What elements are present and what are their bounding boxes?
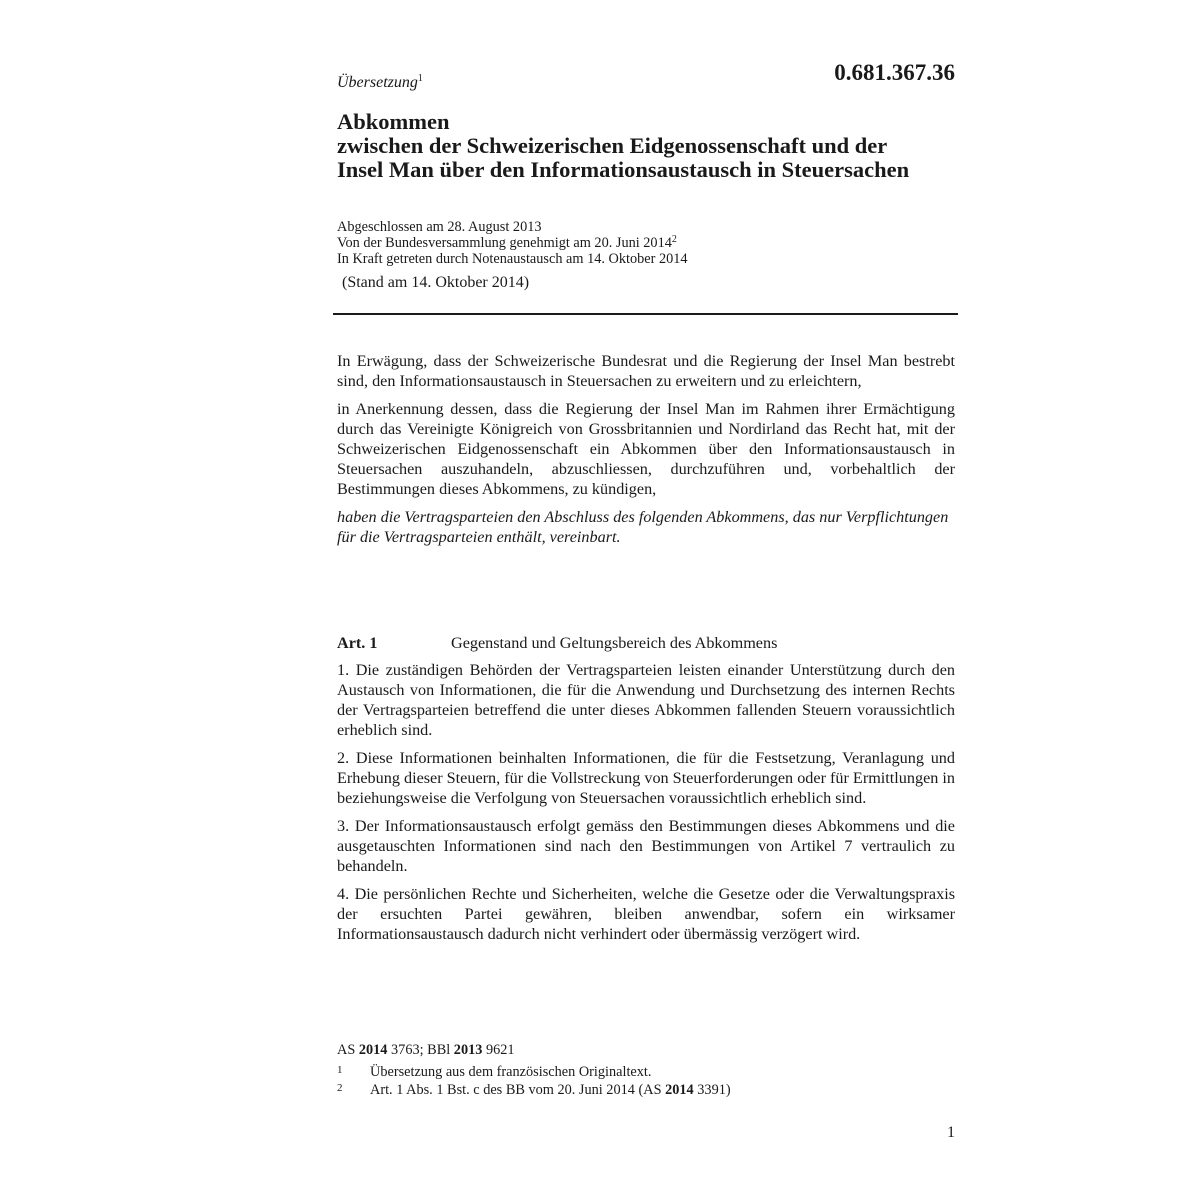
date-concluded: Abgeschlossen am 28. August 2013 <box>337 219 542 235</box>
footnote-ref-2[interactable]: 2 <box>671 234 677 245</box>
footnote-number: 2 <box>337 1082 343 1094</box>
footnote-text: Art. 1 Abs. 1 Bst. c des BB vom 20. Juni 2014 (AS <box>370 1082 662 1098</box>
date-approved-text: Von der Bundesversammlung genehmigt am 20. Juni 2014 <box>337 235 672 251</box>
preamble-paragraph-1: In Erwägung, dass der Schweizerische Bundesrat und die Regierung der Insel Man bestrebt sind, den Informationsaustausch in Steuersachen zu erweitern und zu erleichtern, <box>337 352 955 390</box>
date-approved <box>337 235 957 251</box>
preamble-paragraph-3: haben die Vertragsparteien den Abschluss des folgenden Abkommens, das nur Verpflichtungen für die Vertragsparteien enthält, vereinbart. <box>337 508 949 546</box>
footnote-1 <box>337 1062 955 1080</box>
page-number: 1 <box>947 1124 955 1141</box>
enactment-dates <box>337 219 957 267</box>
footnotes <box>337 1042 955 1098</box>
title-line-2: zwischen der Schweizerischen Eidgenossenschaft und der <box>337 133 888 158</box>
preamble-paragraph-2: in Anerkennung dessen, dass die Regierung der Insel Man im Rahmen ihrer Ermächtigung durch das Vereinigte Königreich von Grossbritannien und Nordirland das Recht hat, mit der Schweizerischen Eidgenossenschaft ein Abkommen über den Informationsaustausch in Steuersachen auszuhandeln, abzuschliessen, durchzuführen und, vorbehaltlich der Bestimmungen dieses Abkommens, zu kündigen, <box>337 400 955 498</box>
article-1-heading <box>337 633 955 653</box>
status-date: (Stand am 14. Oktober 2014) <box>342 274 530 291</box>
footnote-ref-1[interactable]: 1 <box>417 73 423 84</box>
article-1-paragraph-1: 1. Die zuständigen Behörden der Vertragsparteien leisten einander Unterstützung durch den Austausch von Informationen, die für die Anwendung und Durchsetzung des internen Rechts der Vertragsparteien betreffend die unter dieses Abkommen fallenden Steuern voraussichtlich erheblich sind. <box>337 661 955 739</box>
article-number: Art. 1 <box>337 634 378 652</box>
preamble <box>337 351 955 555</box>
document-title <box>337 110 967 182</box>
footnote-number: 1 <box>337 1064 343 1076</box>
article-1-paragraph-2: 2. Diese Informationen beinhalten Informationen, die für die Festsetzung, Veranlagung und Erhebung dieser Steuern, für die Vollstreckung von Steuerforderungen oder für Ermittlungen in beziehungsweise die Verfolgung von Steuersachen voraussichtlich erheblich sind. <box>337 749 955 807</box>
title-line-3: Insel Man über den Informationsaustausch in Steuersachen <box>337 157 910 182</box>
article-1-paragraph-3: 3. Der Informationsaustausch erfolgt gemäss den Bestimmungen dieses Abkommens und die ausgetauschten Informationen sind nach den Bestimmungen von Artikel 7 vertraulich zu behandeln. <box>337 817 955 875</box>
translation-label-text: Übersetzung <box>337 74 418 91</box>
footnote-2: 2 Art. 1 Abs. 1 Bst. c des BB vom 20. Juni 2014 (AS 2014 3391) <box>337 1082 731 1098</box>
translation-label <box>337 74 423 92</box>
title-line-1: Abkommen <box>337 109 450 134</box>
date-in-force: In Kraft getreten durch Notenaustausch am 14. Oktober 2014 <box>337 251 688 267</box>
article-title: Gegenstand und Geltungsbereich des Abkommens <box>451 634 778 652</box>
article-1-paragraph-4: 4. Die persönlichen Rechte und Sicherheiten, welche die Gesetze oder die Verwaltungspraxis der ersuchten Partei gewähren, bleiben anwendbar, sofern ein wirksamer Informationsaustausch dadurch nicht verhindert oder übermässig verzögert wird. <box>337 885 955 943</box>
article-1-body <box>337 660 955 952</box>
footnote-text: Übersetzung aus dem französischen Originaltext. <box>370 1064 652 1080</box>
sr-number: 0.681.367.36 <box>834 60 955 85</box>
header-divider <box>333 313 958 315</box>
official-compilation-reference: AS 2014 3763; BBl 2013 9621 <box>337 1042 515 1058</box>
